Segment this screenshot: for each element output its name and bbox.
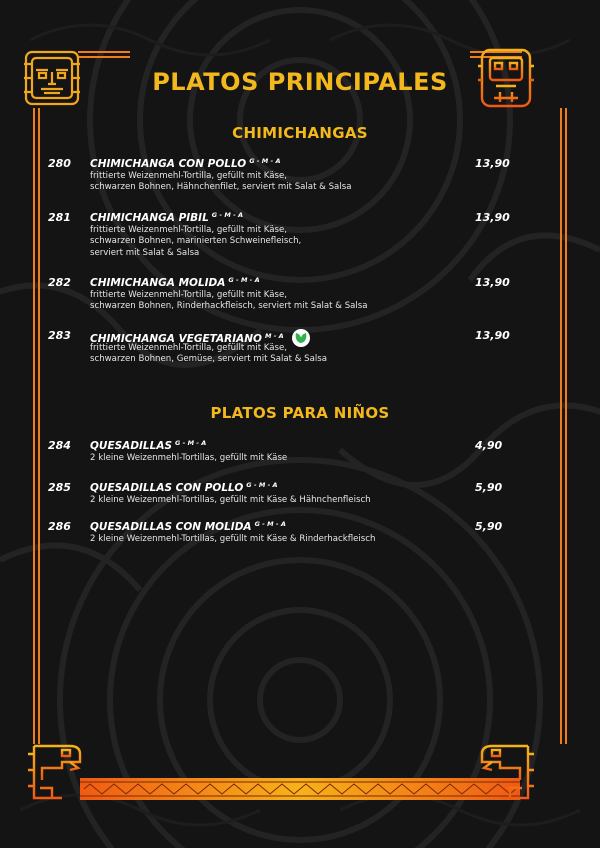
description-line: frittierte Weizenmehl-Tortilla, gefüllt mit Käse, <box>90 171 288 181</box>
description-line: frittierte Weizenmehl-Tortilla, gefüllt mit Käse, <box>90 290 288 300</box>
item-name <box>90 439 206 452</box>
item-price: 13,90 <box>475 211 510 224</box>
item-name <box>90 520 286 533</box>
description-line: schwarzen Bohnen, Hähnchenfilet, serviert mit Salat & Salsa <box>90 182 352 193</box>
description-line: 2 kleine Weizenmehl-Tortillas, gefüllt mit Käse <box>90 453 288 463</box>
item-name-text: QUESADILLAS CON POLLO <box>90 482 244 494</box>
description-line: serviert mit Salat & Salsa <box>90 247 200 258</box>
item-price: 4,90 <box>475 439 503 452</box>
description-line: frittierte Weizenmehl-Tortilla, gefüllt mit Käse, <box>90 343 288 353</box>
section-title-chimichangas: CHIMICHANGAS <box>232 124 368 142</box>
item-name-text: QUESADILLAS CON MOLIDA <box>90 521 252 533</box>
item-name <box>90 481 278 494</box>
item-name-text: CHIMICHANGA CON POLLO <box>90 158 247 170</box>
item-description <box>90 343 450 366</box>
section-title-platos-para-ninos: PLATOS PARA NIÑOS <box>210 404 390 422</box>
item-number: 285 <box>48 481 71 494</box>
item-name <box>90 211 243 224</box>
item-price: 5,90 <box>475 520 503 533</box>
description-line: schwarzen Bohnen, marinierten Schweinefleisch, <box>90 236 302 247</box>
item-name-text: QUESADILLAS <box>90 440 173 452</box>
item-price: 13,90 <box>475 329 510 342</box>
serpent-head-icon <box>476 740 540 804</box>
item-price: 13,90 <box>475 157 510 170</box>
item-price: 13,90 <box>475 276 510 289</box>
serpent-head-icon <box>22 740 86 804</box>
page-title: PLATOS PRINCIPALES <box>152 68 448 96</box>
item-number: 281 <box>48 211 71 224</box>
item-description <box>90 225 450 259</box>
item-number: 284 <box>48 439 71 452</box>
item-number: 282 <box>48 276 71 289</box>
item-name-text: CHIMICHANGA MOLIDA <box>90 277 226 289</box>
item-description <box>90 171 450 194</box>
item-description <box>90 290 450 313</box>
allergen-codes: G - M - A <box>211 211 244 219</box>
description-line: schwarzen Bohnen, Rinderhackfleisch, serviert mit Salat & Salsa <box>90 301 368 312</box>
item-name <box>90 276 260 289</box>
allergen-codes: G - M - A <box>254 520 286 528</box>
allergen-codes: G - M - A <box>246 481 278 489</box>
item-number: 280 <box>48 157 71 170</box>
item-name-text: CHIMICHANGA PIBIL <box>90 212 209 224</box>
item-number: 283 <box>48 329 71 342</box>
item-price: 5,90 <box>475 481 503 494</box>
item-description <box>90 495 450 506</box>
item-description <box>90 534 450 545</box>
item-name-text: CHIMICHANGA VEGETARIANO <box>90 333 262 345</box>
description-line: 2 kleine Weizenmehl-Tortillas, gefüllt mit Käse & Hähnchenfleisch <box>90 495 371 505</box>
allergen-codes: G - M - A <box>175 439 207 447</box>
item-number: 286 <box>48 520 71 533</box>
allergen-codes: M - A <box>264 332 284 340</box>
description-line: schwarzen Bohnen, Gemüse, serviert mit Salat & Salsa <box>90 354 328 365</box>
description-line: frittierte Weizenmehl-Tortilla, gefüllt mit Käse, <box>90 225 288 235</box>
description-line: 2 kleine Weizenmehl-Tortillas, gefüllt mit Käse & Rinderhackfleisch <box>90 534 376 544</box>
item-description <box>90 453 450 464</box>
item-name <box>90 157 280 170</box>
allergen-codes: G - M - A <box>249 157 281 165</box>
allergen-codes: G - M - A <box>228 276 260 284</box>
